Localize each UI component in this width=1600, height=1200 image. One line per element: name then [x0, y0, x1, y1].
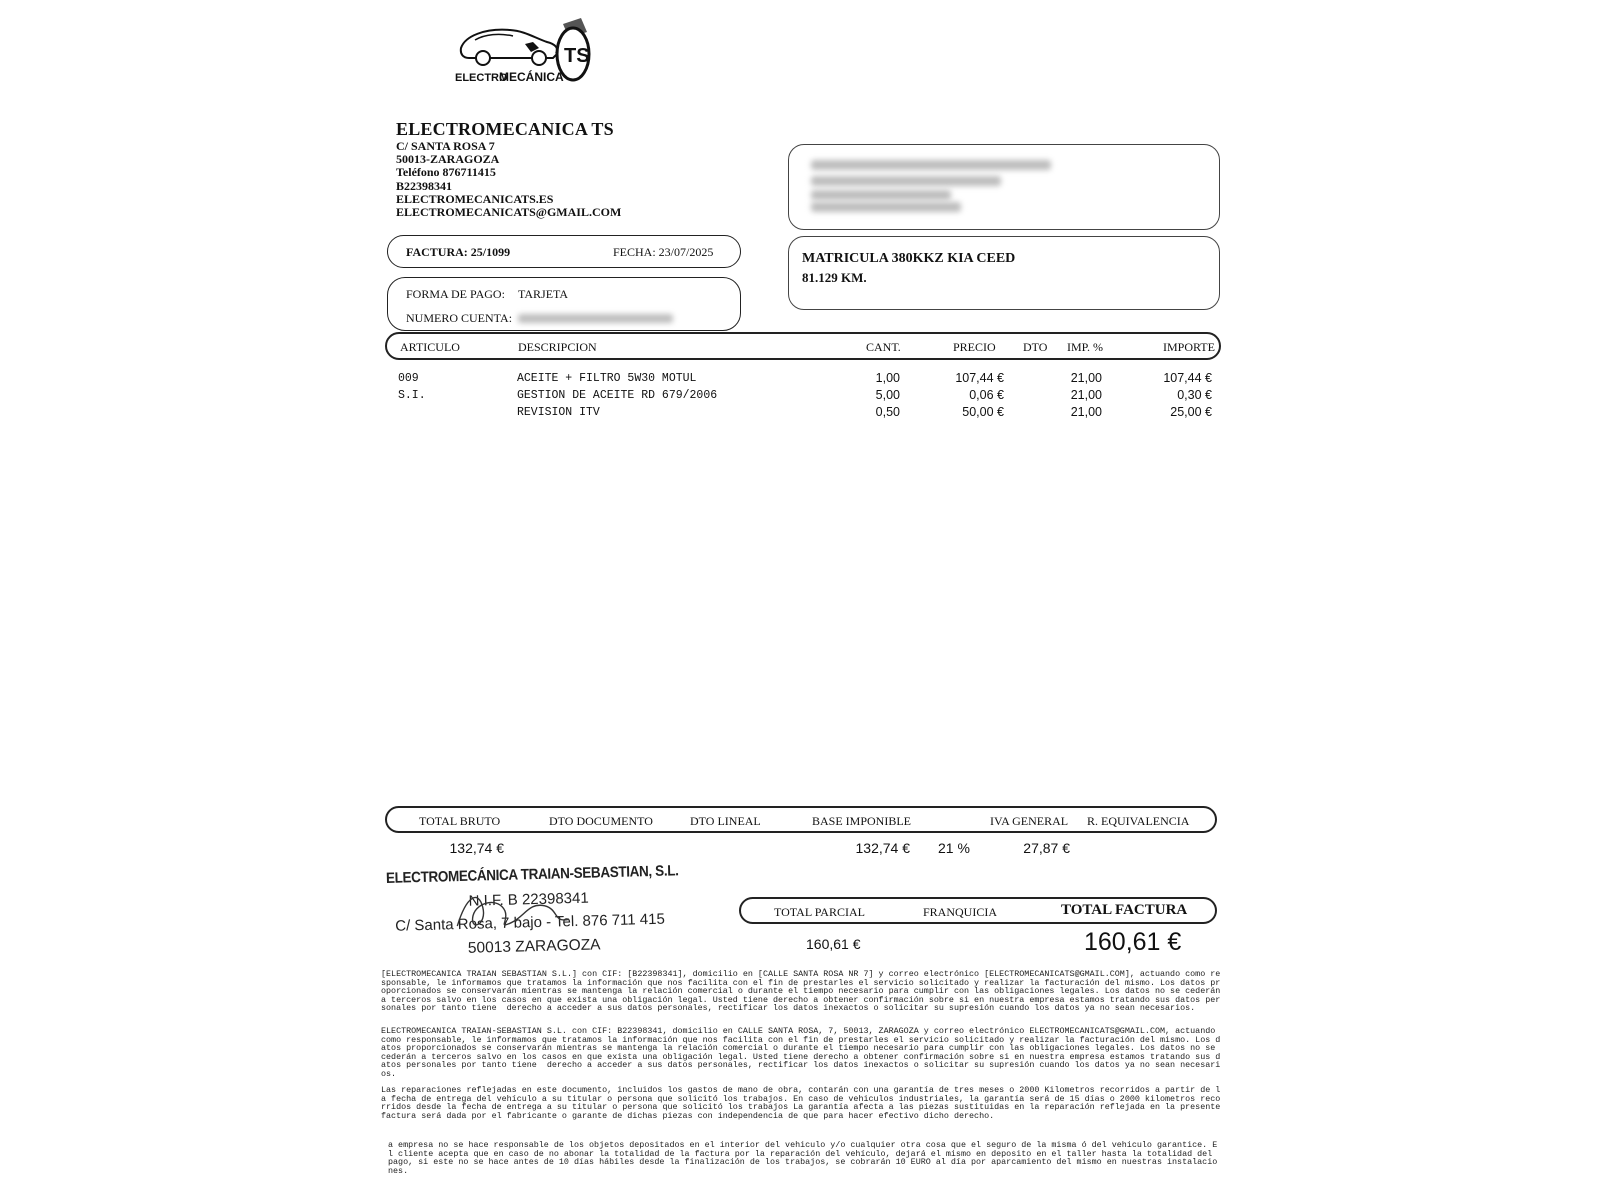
- redacted-client-city: [811, 190, 951, 200]
- item-amount: 107,44 €: [1163, 371, 1212, 385]
- car-logo-icon: [455, 18, 605, 90]
- stamp-company: ELECTROMECÁNICA TRAIAN-SEBASTIAN, S.L.: [385, 862, 679, 887]
- item-qty: 5,00: [875, 388, 900, 402]
- col-franquicia: FRANQUICIA: [923, 905, 998, 919]
- col-base-imponible: BASE IMPONIBLE: [812, 814, 912, 828]
- stamp-nif: N.I.F. B 22398341: [468, 889, 589, 910]
- invoice-number-box: [387, 235, 741, 268]
- col-total-bruto: TOTAL BRUTO: [419, 814, 501, 828]
- company-name: ELECTROMECANICA TS: [396, 119, 614, 139]
- item-tax: 21,00: [1070, 371, 1102, 385]
- iva-amount-value: 27,87 €: [1023, 840, 1070, 856]
- item-description: GESTION DE ACEITE RD 679/2006: [517, 389, 718, 402]
- total-bruto-value: 132,74 €: [449, 840, 504, 856]
- invoice-date: FECHA: 23/07/2025: [613, 245, 714, 259]
- item-tax: 21,00: [1070, 405, 1102, 419]
- company-logo: [455, 18, 605, 90]
- table-row: [0, 405, 1600, 422]
- items-table-header: [385, 332, 1221, 360]
- payment-method-label: FORMA DE PAGO:: [406, 287, 505, 301]
- col-descripcion: DESCRIPCION: [518, 340, 597, 354]
- stamp-address: C/ Santa Rosa, 7 bajo - Tel. 876 711 415: [395, 910, 666, 935]
- item-price: 0,06 €: [969, 388, 1004, 402]
- redacted-client-name: [811, 160, 1051, 170]
- company-stamp: [386, 862, 688, 966]
- item-code: 009: [398, 372, 419, 385]
- iva-rate-value: 21 %: [938, 840, 970, 856]
- base-imponible-value: 132,74 €: [855, 840, 910, 856]
- col-imp: IMP. %: [1067, 340, 1104, 354]
- warranty-notice: Las reparaciones reflejadas en este documento, incluidos los gastos de mano de obra, contarán con una garantía de tres meses o 2000 Kilometros recorridos a partir de la fecha de entrega del vehículo a su titular o persona que solicitó los trabajos. En caso de vehiculos industriales, la garantía será de 15 días o 2000 kilometros recorridos desde la fecha de entrega a su titular o persona que solicitó los trabajos La garantía afecta a las piezas sustituidas en la reparación reflejada en la presente factura será dada por el fabricante o garante de dichas piezas con independencia de que para hacer efectivo dicho derecho.: [381, 1085, 1226, 1121]
- item-amount: 25,00 €: [1170, 405, 1212, 419]
- vehicle-box: [788, 236, 1220, 310]
- client-address-box: [788, 144, 1220, 230]
- col-total-parcial: TOTAL PARCIAL: [774, 905, 865, 919]
- redacted-client-street: [811, 176, 1001, 186]
- table-row: [0, 388, 1600, 405]
- company-phone: Teléfono 876711415: [396, 165, 496, 180]
- total-parcial-value: 160,61 €: [806, 936, 861, 952]
- company-city: 50013-ZARAGOZA: [396, 152, 500, 167]
- logo-badge: TS: [564, 45, 590, 67]
- company-address: C/ SANTA ROSA 7: [396, 139, 495, 153]
- liability-notice: a empresa no se hace responsable de los objetos depositados en el interior del vehiculo y/o cualquier otra cosa que el seguro de la misma ó del vehiculo garantice. El cliente acepta que en caso de no abonar la totalidad de la factura por la reparación del vehículo, dejará el mismo en deposito en el taller hasta la totalidad del pago, si este no se hace antes de 10 días hábiles desde la finalización de los trabajos, se cobrarán 10 EURO al día por aparcamiento del mismo en nuestras instalaciones.: [388, 1140, 1218, 1176]
- stamp-city: 50013 ZARAGOZA: [467, 936, 601, 957]
- item-qty: 0,50: [875, 405, 900, 419]
- col-articulo: ARTICULO: [400, 340, 460, 354]
- redacted-account-number: [518, 314, 673, 323]
- col-total-factura: TOTAL FACTURA: [1061, 902, 1188, 918]
- privacy-notice-1: [ELECTROMECANICA TRAIAN SEBASTIAN S.L.] con CIF: [B22398341], domicilio en [CALLE SANTA ROSA NR 7] y correo electrónico [ELECTROMECANICATS@GMAIL.COM], actuando como responsable, le informamos que tratamos la información que nos facilita con el fin de prestarles el servicio solicitado y realizar la facturación del mismo. Los datos proporcionados se conservarán mientras se mantenga la relación comercial o durante el tiempo necesario para cumplir con las obligaciones legales. Los datos no se cederán a terceros salvo en los casos en que exista una obligación legal. Usted tiene derecho a obtener confirmación sobre si en nuestra empresa estamos tratando sus datos personales por tanto tiene derecho a acceder a sus datos personales, rectificar los datos inexactos o solicitar su supresión cuando los datos ya no sean necesarios.: [381, 969, 1226, 1014]
- logo-text-left: ELECTRO: [455, 72, 508, 84]
- item-price: 50,00 €: [962, 405, 1004, 419]
- col-dto-documento: DTO DOCUMENTO: [549, 814, 653, 828]
- item-description: REVISION ITV: [517, 406, 600, 419]
- logo-text-right: MECÁNICA: [499, 70, 564, 84]
- item-description: ACEITE + FILTRO 5W30 MOTUL: [517, 372, 697, 385]
- privacy-notice-2: ELECTROMECANICA TRAIAN-SEBASTIAN S.L. con CIF: B22398341, domicilio en CALLE SANTA ROSA, 7, 50013, ZARAGOZA y correo electrónico ELECTROMECANICATS@GMAIL.COM, actuando como responsable, le informamos que tratamos la información que nos facilita con el fin de prestarles el servicio solicitado y realizar la facturación del mismo. Los datos proporcionados se conservarán mientras se mantenga la relación comercial o durante el tiempo necesario para cumplir con las obligaciones legales. Los datos no se cederán a terceros salvo en los casos en que exista una obligación legal. Usted tiene derecho a obtener confirmación sobre si en nuestra empresa estamos tratando sus datos personales por tanto tiene derecho a acceder a sus datos personales, rectificar los datos inexactos o solicitar su supresión cuando los datos ya no sean necesarios.: [381, 1026, 1221, 1079]
- signature-icon: [448, 882, 599, 942]
- company-email: ELECTROMECANICATS@GMAIL.COM: [396, 205, 622, 220]
- company-web: ELECTROMECANICATS.ES: [396, 191, 554, 206]
- item-amount: 0,30 €: [1177, 388, 1212, 402]
- account-number-label: NUMERO CUENTA:: [406, 311, 513, 325]
- col-importe: IMPORTE: [1163, 340, 1215, 354]
- company-info: [396, 119, 621, 219]
- redacted-client-id: [811, 202, 961, 212]
- col-r-equivalencia: R. EQUIVALENCIA: [1087, 814, 1190, 828]
- item-qty: 1,00: [875, 371, 900, 385]
- table-row: [0, 371, 1600, 388]
- col-dto: DTO: [1023, 340, 1048, 354]
- vehicle-plate-model: MATRICULA 380KKZ KIA CEED: [802, 251, 1016, 266]
- col-precio: PRECIO: [953, 340, 996, 354]
- col-cant: CANT.: [866, 340, 901, 354]
- item-code: S.I.: [398, 389, 426, 402]
- col-dto-lineal: DTO LINEAL: [690, 814, 761, 828]
- payment-method: TARJETA: [518, 287, 569, 301]
- item-tax: 21,00: [1070, 388, 1102, 402]
- invoice-number: FACTURA: 25/1099: [406, 245, 511, 259]
- payment-box: [387, 277, 741, 331]
- totals-header: [385, 806, 1217, 833]
- item-price: 107,44 €: [955, 371, 1004, 385]
- final-totals-header: [739, 897, 1217, 924]
- vehicle-mileage: 81.129 KM.: [802, 270, 867, 285]
- company-cif: B22398341: [396, 178, 453, 193]
- col-iva-general: IVA GENERAL: [990, 814, 1069, 828]
- total-factura-value: 160,61 €: [1084, 928, 1182, 956]
